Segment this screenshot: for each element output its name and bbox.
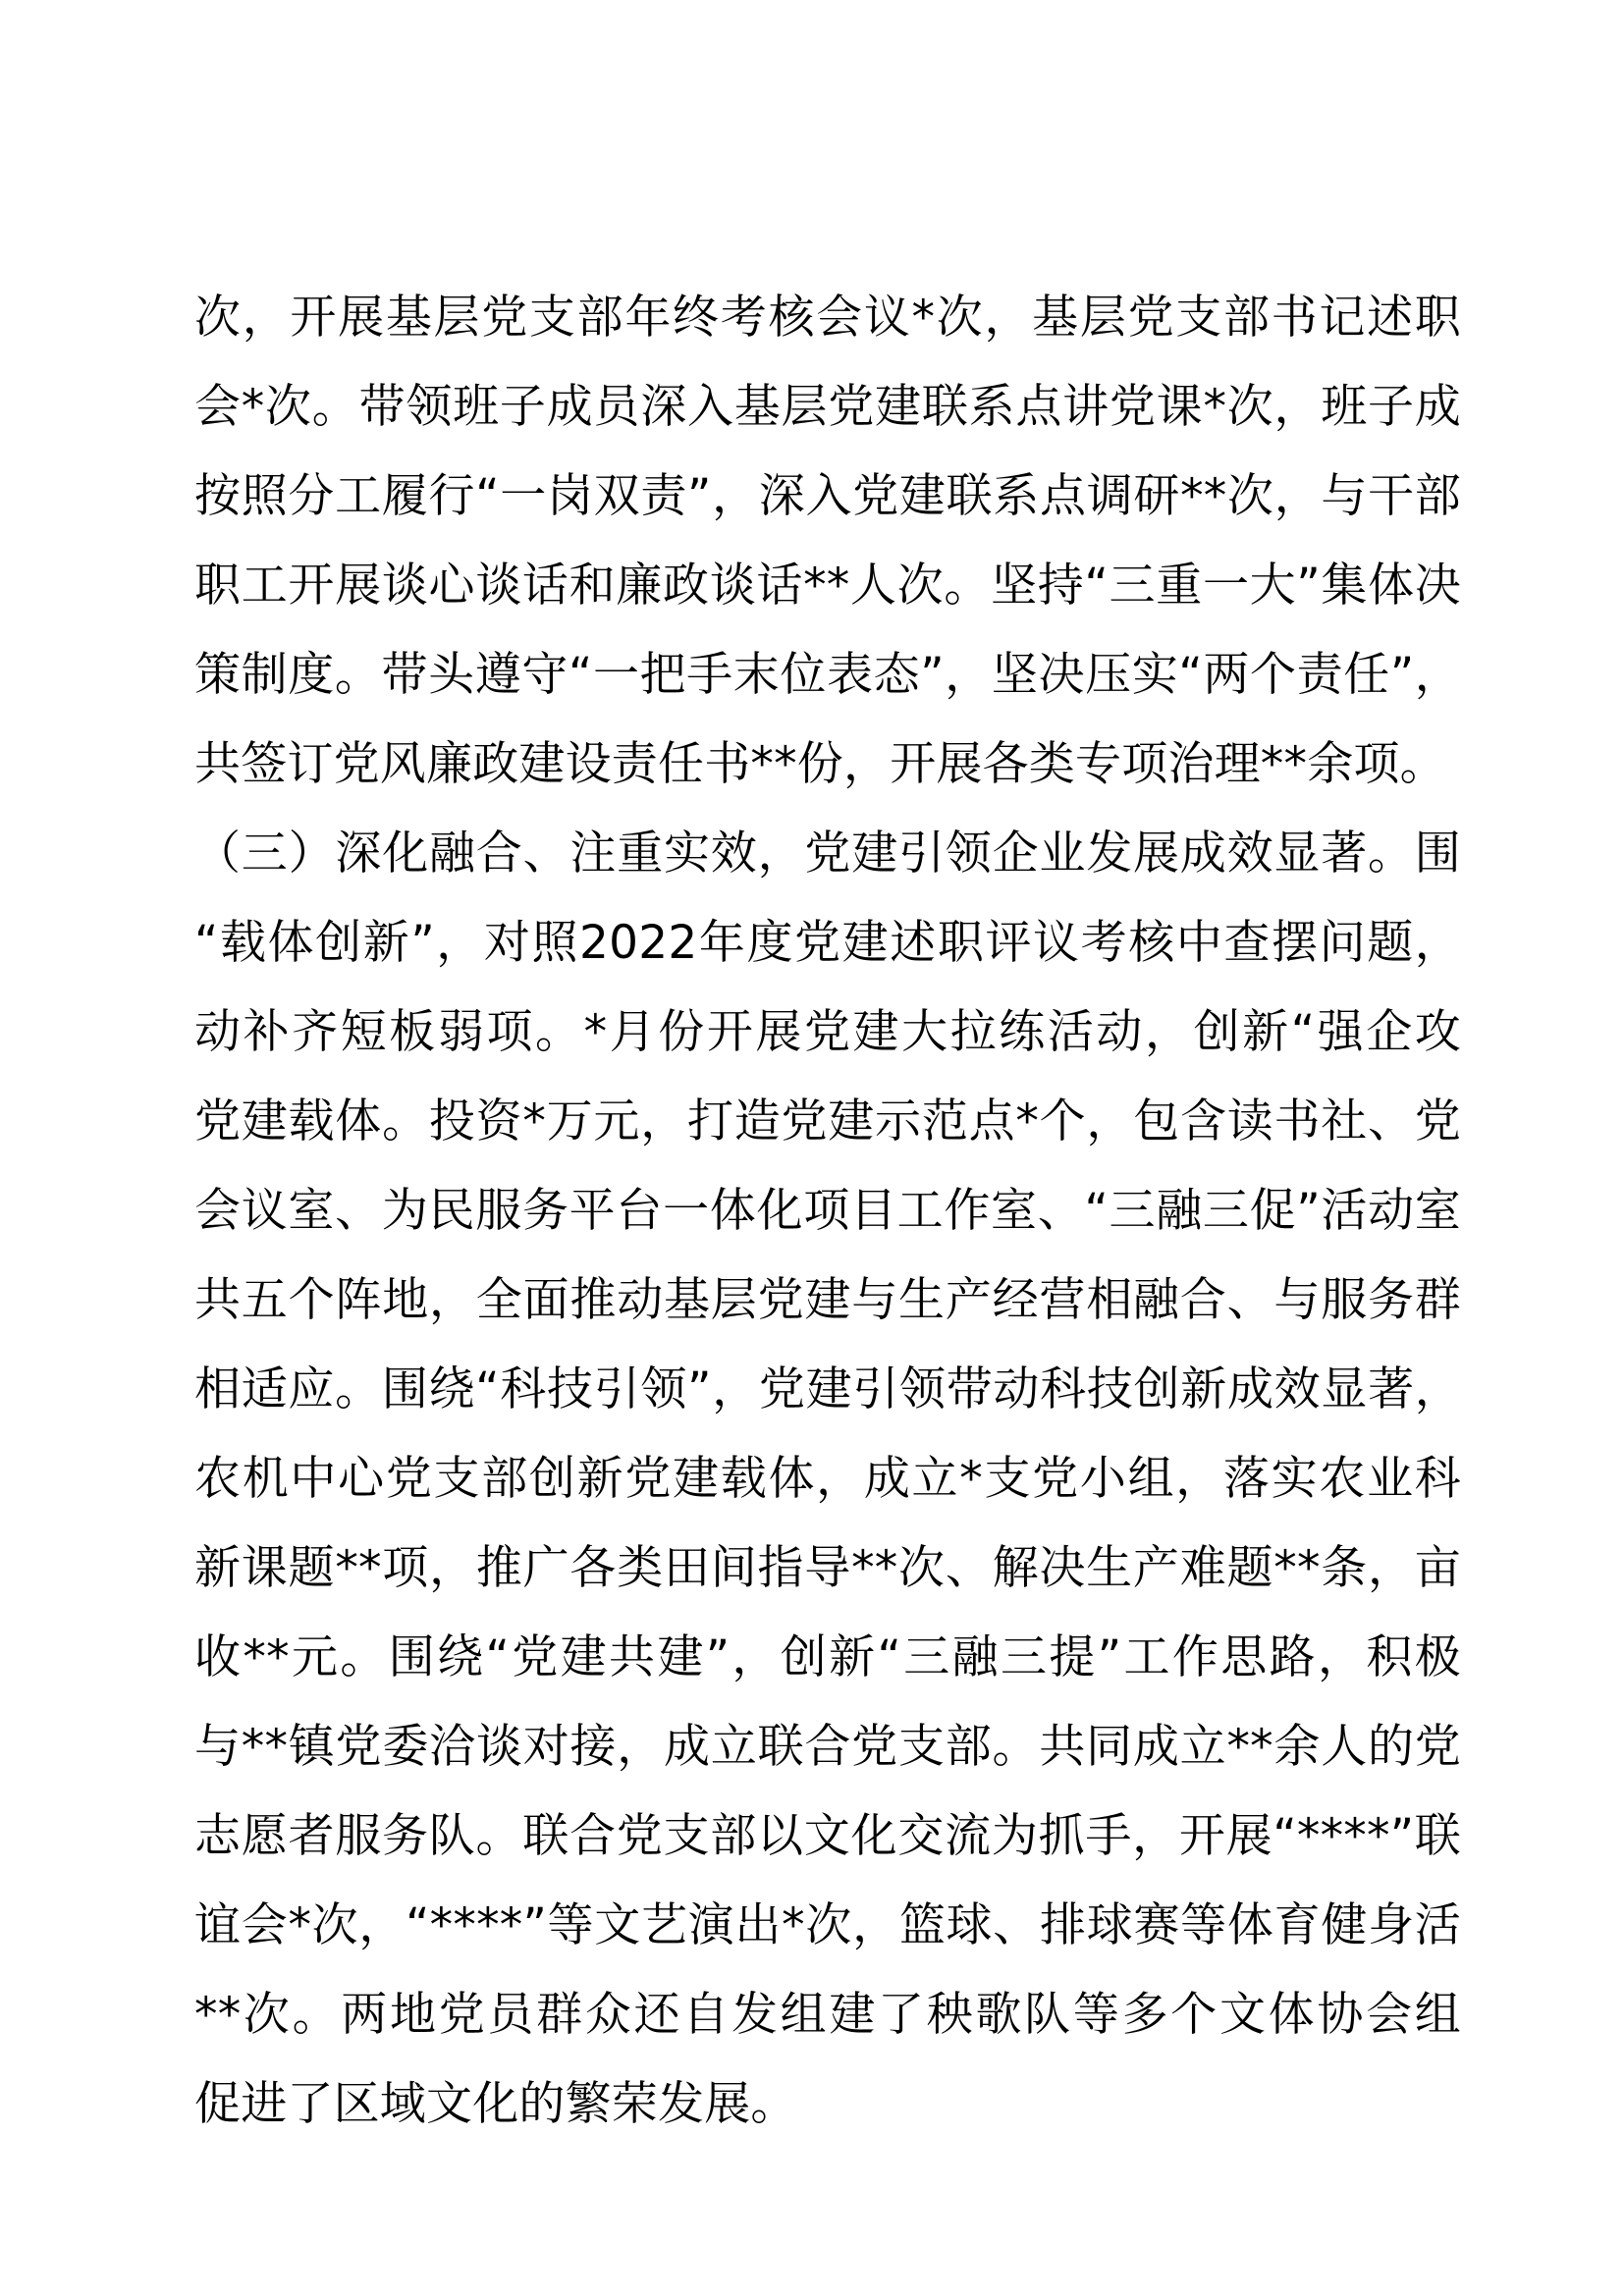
text-line: 策制度。带头遵守“一把手末位表态”，坚决压实“两个责任”， xyxy=(194,648,1461,702)
text-line: 谊会*次，“****”等文艺演出*次，篮球、排球赛等体育健身活 xyxy=(194,1898,1461,1952)
section-heading-line: （三）深化融合、注重实效，党建引领企业发展成效显著。围 xyxy=(194,827,1461,881)
text-line: 共五个阵地，全面推动基层党建与生产经营相融合、与服务群 xyxy=(194,1273,1461,1327)
text-line: 相适应。围绕“科技引领”，党建引领带动科技创新成效显著， xyxy=(194,1362,1461,1416)
text-line: 会*次。带领班子成员深入基层党建联系点讲党课*次，班子成 xyxy=(194,380,1461,434)
text-line: 促进了区域文化的繁荣发展。 xyxy=(194,2077,797,2131)
text-line: 与**镇党委洽谈对接，成立联合党支部。共同成立**余人的党 xyxy=(194,1720,1461,1774)
text-line: 农机中心党支部创新党建载体，成立*支党小组，落实农业科 xyxy=(194,1452,1461,1506)
text-line: 志愿者服务队。联合党支部以文化交流为抓手，开展“****”联 xyxy=(194,1809,1461,1863)
text-line: 收**元。围绕“党建共建”，创新“三融三提”工作思路，积极 xyxy=(194,1630,1461,1684)
text-line: 共签订党风廉政建设责任书**份，开展各类专项治理**余项。 xyxy=(194,737,1446,791)
text-line: 次，开展基层党支部年终考核会议*次，基层党支部书记述职 xyxy=(194,291,1461,345)
text-line: 新课题**项，推广各类田间指导**次、解决生产难题**条，亩 xyxy=(194,1541,1461,1595)
text-line: 职工开展谈心谈话和廉政谈话**人次。坚持“三重一大”集体决 xyxy=(194,559,1461,613)
text-line: **次。两地党员群众还自发组建了秧歌队等多个文体协会组 xyxy=(194,1988,1461,2042)
text-line: 党建载体。投资*万元，打造党建示范点*个，包含读书社、党 xyxy=(194,1095,1461,1148)
text-line: 动补齐短板弱项。*月份开展党建大拉练活动，创新“强企攻 xyxy=(194,1005,1461,1059)
text-line: 会议室、为民服务平台一体化项目工作室、“三融三促”活动室 xyxy=(194,1184,1461,1238)
text-line: 按照分工履行“一岗双责”，深入党建联系点调研**次，与干部 xyxy=(194,469,1461,523)
body-text xyxy=(194,273,1461,2149)
text-line: “载体创新”，对照2022年度党建述职评议考核中查摆问题， xyxy=(194,916,1461,970)
